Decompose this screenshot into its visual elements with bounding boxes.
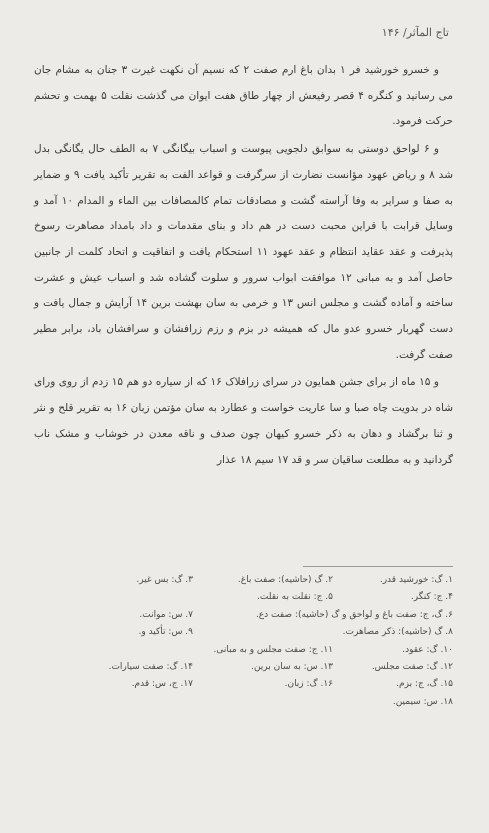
- paragraph: و ۱۵ ماه از برای جشن همايون در سرای زرافلاک ۱۶ که از سياره دو هم ۱۵ زدم از روی ورای شاه در بدويت چاه صبا و سا عاريت خواست و عطارد به سان مؤتمن زبان ۱۶ به تقرير قلح و نثر و ثنا برگشاد و دهان به ذکر خسرو کيهان چون صدف و ناقه معدن در خوشاب و مشک ناب گردانيد و به مطلعت ساقيان سر و قد ۱۷ سيم ۱۸ عذار: [34, 376, 454, 466]
- footnote-row: [34, 572, 453, 589]
- paragraph: و ۶ لواحق دوستی به سوابق دلجويی پيوست و اسباب بيگانگی ۷ به الطف حال يگانگی بدل شد ۸ و رياض عهود مؤانست نضارت از سرگرفت و قواعد الفت به تقرير تأکيد يافت ۹ و ضماير به صفا و سراير به وفا آراسته گشت و مصادقات تمام کالمصافات بين الماء و المدام ۱۰ آمد و وسايل قرابت با قراين محبت دست در هم داد و بنای مقدمات و داد بامداد مصاهرت رسوخ پذيرفت و عقد عقايد انتظام و عقد عهود ۱۱ استحکام يافت و اتفاقيت و اتحاد کلمت از جانبين حاصل آمد و به مبانی ۱۲ موافقت ابواب سرور و سلوت گشاده شد و اسباب عيش و عشرت ساخته و آماده گشت و مجلس انس ۱۳ و خرمی به سان بهشت برين ۱۴ آرايش و جمال يافت و دست گهربار خسرو عدو مال که هميشه در بزم و رزم زرافشان و سرافشان باد، برابر مطير صفت گرفت.: [34, 143, 454, 361]
- body-text: [34, 58, 453, 473]
- footnote-row: [34, 607, 453, 624]
- footnote: ۱۵. گ، ج: بزم.: [396, 679, 453, 690]
- footnote: ۱۰. گ: عقود.: [402, 644, 453, 655]
- footnote: ۸. گ (حاشيه): ذکر مصاهرت.: [342, 627, 453, 638]
- footnote-row: [34, 694, 453, 711]
- footnote: ۱۲. گ: صفت مجلس.: [371, 661, 453, 672]
- footnote-row: [34, 642, 453, 659]
- footnote: ۲. گ (حاشيه): صفت باغ.: [237, 575, 333, 585]
- footnote-row: [34, 659, 453, 676]
- footnotes: [34, 572, 453, 711]
- footnote: ۱۳. س: به سان برين.: [251, 661, 333, 672]
- footnote: ۴. ج: کنگر.: [410, 592, 453, 603]
- footnote: ۳. گ: بس غير.: [136, 575, 193, 585]
- footnote: ۱۱. ج: صفت مجلس و به مبانی.: [213, 644, 333, 655]
- footnote: ۱۸. س: سيمين.: [392, 696, 453, 707]
- footnote-row: [34, 624, 453, 641]
- footnote: ۱. گ: خورشيد قدر.: [379, 575, 453, 585]
- footnote-row: [34, 589, 453, 606]
- footnote: [34, 589, 193, 606]
- footnote-row: [34, 676, 453, 693]
- footnote: ۱۶. گ: زبان.: [284, 679, 333, 690]
- footnote: ۶. گ، ج: صفت باغ و لواحق و گ (حاشيه): صفت دع.: [255, 609, 453, 620]
- footnote: ۱۷. ج، س: قدم.: [131, 679, 193, 690]
- footnote: ۷. س: موانت.: [139, 609, 193, 620]
- footnote-divider: [303, 566, 453, 567]
- footnote: ۵. ج: نقلت به نقلت.: [257, 592, 333, 603]
- paragraph: و خسرو خورشيد فر ۱ بدان باغ ارم صفت ۲ که نسيم آن نکهت غيرت ۳ جنان به مشام جان می رسانيد و کنگره ۴ قصر رفيعش از چهار طاق هفت ايوان می گذشت نقلت ۵ بهمت و تحشم حرکت فرمود.: [34, 64, 453, 128]
- footnote: ۹. س: تأکيد و.: [138, 627, 193, 638]
- footnote: ۱۴. گ: صفت سيارات.: [108, 661, 193, 672]
- running-head: تاج المآثر/ ۱۴۶: [381, 26, 449, 39]
